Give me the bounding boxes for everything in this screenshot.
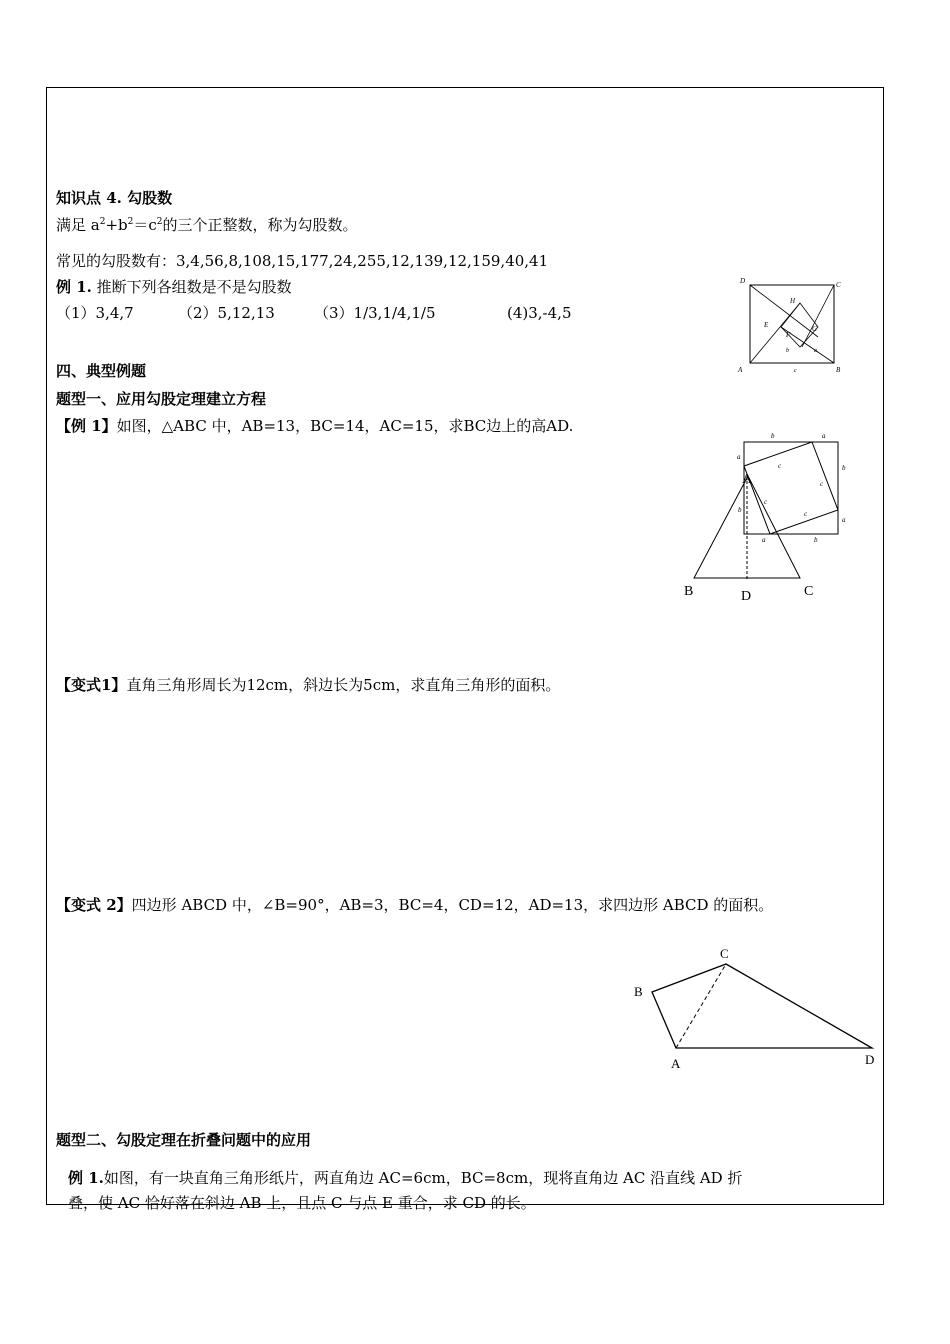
label-H: H (790, 297, 796, 305)
sq-label-b-bottom: b (814, 536, 818, 544)
tri-label-A: A (742, 472, 753, 487)
label-a: a (814, 348, 817, 354)
label-E: E (764, 321, 769, 329)
example-1-item-4: (4)3,-4,5 (507, 304, 572, 322)
label-D: D (740, 277, 746, 285)
knowledge-point-4-heading: 知识点 4. 勾股数 (56, 189, 173, 207)
tri-label-C: C (804, 584, 814, 599)
quad-label-C: C (720, 946, 729, 961)
tri-label-B: B (684, 584, 694, 599)
pythagorean-definition: 满足 $a^2+b^2=c^2$的三个正整数，称为勾股数。 (56, 216, 358, 234)
example-1-item-2: （2）5,12,13 (178, 304, 275, 322)
sq-label-c-3: c (764, 498, 768, 506)
sq-label-b-top: b (771, 432, 775, 440)
sq-label-c-4: c (804, 510, 808, 518)
sq-label-a-right: a (842, 516, 846, 524)
label-b: b (786, 348, 789, 354)
sq-label-a-bottom: a (762, 536, 766, 544)
label-B: B (836, 366, 841, 374)
type-2-example-1-line-2: 叠，使 AC 恰好落在斜边 AB 上，且点 C 与点 E 重合，求 CD 的长。 (68, 1194, 536, 1212)
type-2-example-1-line-1: 例 1.如图，有一块直角三角形纸片，两直角边 AC=6cm，BC=8cm，现将直角边 AC 沿直线 AD 折 (68, 1169, 743, 1187)
label-G: G (812, 325, 818, 333)
label-C: C (836, 281, 841, 289)
variant-2: 【变式 2】四边形 ABCD 中，∠B=90°，AB=3，BC=4，CD=12，AD=13，求四边形 ABCD 的面积。 (56, 896, 774, 914)
sq-label-b-left: b (738, 506, 742, 514)
pythagoras-square-figure (736, 275, 848, 375)
sq-label-b-right: b (842, 464, 846, 472)
sq-label-c-2: c (820, 480, 824, 488)
quad-label-A: A (671, 1056, 681, 1071)
section-4-title: 四、典型例题 (56, 362, 147, 380)
example-1-prompt: 例 1. 推断下列各组数是不是勾股数 (56, 278, 292, 296)
common-triples: 常见的勾股数有：3,4,56,8,108,15,177,24,255,12,139,12,159,40,41 (56, 252, 549, 270)
label-c: c (794, 368, 797, 374)
type-1-title: 题型一、应用勾股定理建立方程 (56, 390, 267, 408)
sq-label-c-1: c (778, 462, 782, 470)
type-2-title: 题型二、勾股定理在折叠问题中的应用 (56, 1131, 312, 1149)
triangle-abc-figure (676, 430, 856, 606)
sq-label-a-left: a (737, 453, 741, 461)
label-A: A (738, 366, 743, 374)
example-1-item-3: （3）1/3,1/4,1/5 (314, 304, 436, 322)
sq-label-a-top: a (822, 432, 826, 440)
type-1-example-1: 【例 1】如图，△ABC 中，AB=13，BC=14，AC=15，求BC边上的高AD. (56, 417, 574, 435)
quad-label-B: B (634, 984, 643, 999)
variant-1: 【变式1】直角三角形周长为12cm，斜边长为5cm，求直角三角形的面积。 (56, 676, 561, 694)
tri-label-D: D (741, 589, 752, 604)
quad-label-D: D (865, 1052, 875, 1067)
example-1-item-1: （1）3,4,7 (56, 304, 134, 322)
quadrilateral-abcd-figure (628, 940, 884, 1076)
label-F: F (786, 331, 791, 339)
